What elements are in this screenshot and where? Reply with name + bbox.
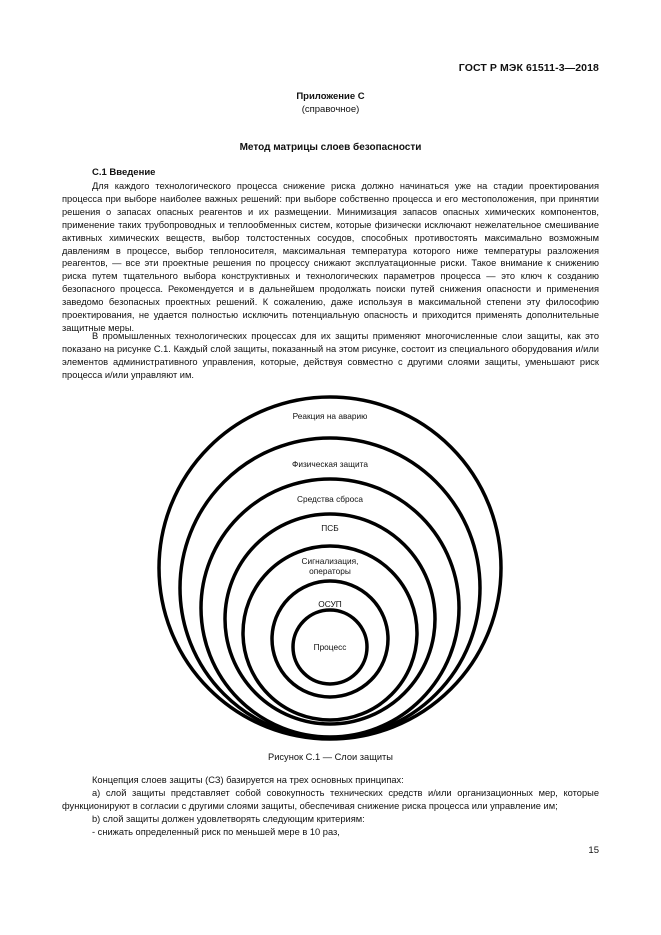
section-heading: С.1 Введение	[92, 167, 156, 178]
layer-label-bpcs: ОСУП	[318, 599, 342, 609]
annex-heading	[0, 90, 661, 116]
layer-label-physical-protection: Физическая защита	[292, 459, 368, 469]
paragraph: Для каждого технологического процесса снижение риска должно начинаться уже на стадии проектирования процесса при выборе наиболее важных решений: при выборе собственно процесса и его местоположения, при принятии решения о запасах опасных реагентов и их размещении. Минимизация запасов опасных химических компонентов, применение таких трубопроводных и теплообменных систем, которые физически исключают нежелательное смешивание активных химических веществ, выбор толстостенных сосудов, способных противостоять максимально возможным давлениям в процессе, выбор теплоносителя, максимальная температура которого ниже температуры разложения реагентов, — все эти проектные решения по процессу снижают эксплуатационные риски. Такое внимание к снижению риска путем тщательного выбора конструктивных и технологических параметров процесса — это ключ к созданию безопасного процесса. Рекомендуется и в дальнейшем продолжать поиски путей снижения опасности и применения заведомо безопасных проектных решений. К сожалению, даже используя в максимальной степени эту философию проектирования, не удается полностью исключить потенциальную опасность и приходится применять дополнительные защитные меры.	[62, 181, 599, 333]
layer-ring-physical-protection	[180, 438, 480, 738]
protection-layers-figure	[155, 393, 505, 743]
paragraph: Концепция слоев защиты (СЗ) базируется на трех основных принципах:	[92, 775, 404, 785]
paragraph: В промышленных технологических процессах для их защиты применяют многочисленные слои защиты, как это показано на рисунке С.1. Каждый слой защиты, показанный на этом рисунке, состоит из специального оборудования и/или элементов административного управления, которые, действуя совместно с другими слоями защиты, уменьшают риск процесса и/или управляют им.	[62, 331, 599, 380]
figure-caption: Рисунок С.1 — Слои защиты	[268, 752, 393, 762]
list-item: - снижать определенный риск по меньшей мере в 10 раз,	[92, 826, 340, 837]
layer-label-alarms-operators: Сигнализация, операторы	[301, 556, 359, 576]
principles-list	[62, 774, 599, 839]
page-number: 15	[588, 845, 599, 856]
list-item: а) слой защиты представляет собой совокупность технических средств и/или организационных мер, которые функционируют в согласии с другими слоями защиты, обеспечивая снижение риска процесса или управление им;	[62, 787, 599, 811]
layer-label-sis: ПСБ	[321, 523, 339, 533]
layer-label-relief-devices: Средства сброса	[297, 494, 363, 504]
paragraph-intro	[62, 180, 599, 335]
paragraph-layers	[62, 330, 599, 382]
page-title: Метод матрицы слоев безопасности	[239, 142, 422, 153]
annex-title: Приложение С	[296, 91, 365, 102]
layer-label-process: Процесс	[313, 642, 347, 652]
layer-label-emergency-response: Реакция на аварию	[292, 411, 368, 421]
list-item: b) слой защиты должен удовлетворять следующим критериям:	[92, 813, 365, 824]
document-header: ГОСТ Р МЭК 61511-3—2018	[458, 62, 599, 74]
annex-subtitle: (справочное)	[301, 104, 360, 115]
